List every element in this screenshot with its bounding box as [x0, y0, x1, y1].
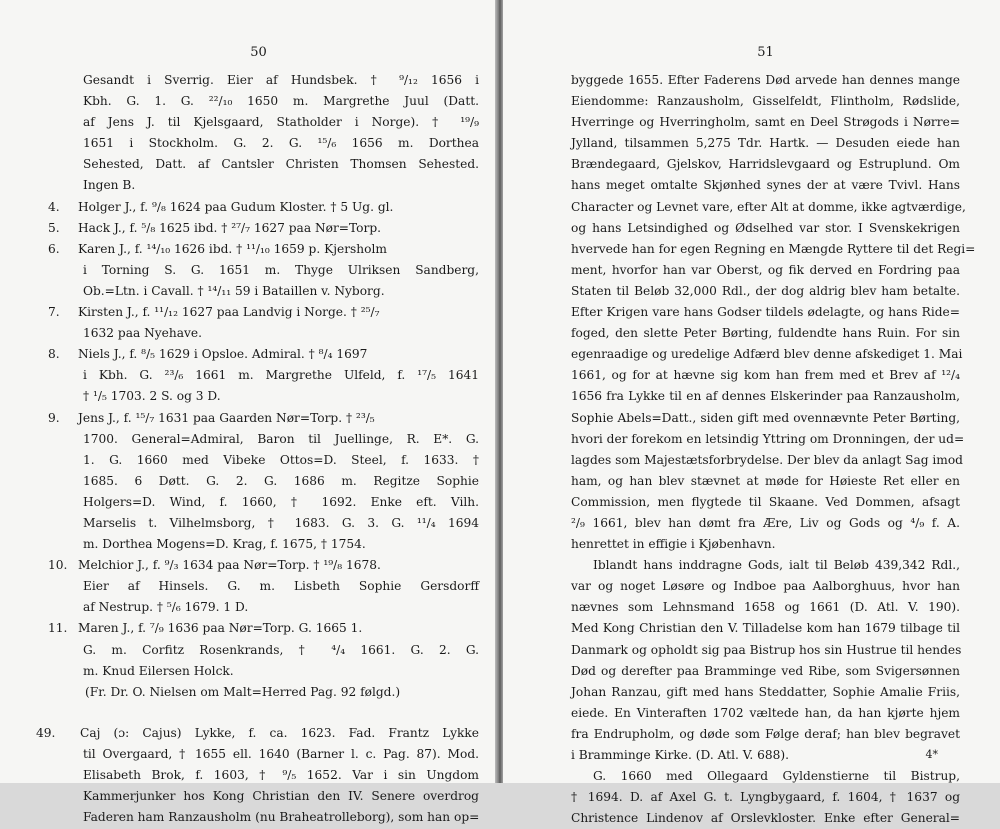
entry-line: Jens J., f. ¹⁵/₇ 1631 paa Gaarden Nør=Torp. † ²³/₅ [78, 410, 375, 425]
entry-line: Faderen ham Ranzausholm (nu Braheatrolleborg), som han op= [83, 810, 480, 825]
entry-line: Marselis t. Vilhelmsborg, † 1683. G. 3. G. ¹¹/₄ 1694 [83, 515, 479, 530]
text-line: Johan Ranzau, gift med hans Steddatter, Sophie Amalie Friis, [571, 684, 960, 699]
text-line: 1651 i Stockholm. G. 2. G. ¹⁵/₆ 1656 m. Dorthea [83, 136, 479, 151]
text-line: Sophie Abels=Datt., siden gift med ovennævnte Peter Børting, [571, 410, 960, 425]
text-line: Commission, men flygtede til Skaane. Ved Dommen, afsagt [571, 494, 960, 509]
text-line: lagdes som Majestætsforbrydelse. Der blev da anlagt Sag imod [571, 452, 963, 467]
entry-line: i Kbh. G. ²³/₆ 1661 m. Margrethe Ulfeld, f. ¹⁷/₅ 1641 [83, 368, 479, 383]
entry-line: Elisabeth Brok, f. 1603, † ⁹/₅ 1652. Var i sin Ungdom [83, 768, 479, 782]
text-line: Eiendomme: Ranzausholm, Gisselfeldt, Flintholm, Rødslide, [571, 94, 960, 109]
child-entry-4 [38, 197, 479, 218]
text-line: hvori der forekom en letsindig Yttring om Dronningen, der ud= [571, 431, 965, 446]
entry-line: Ob.=Ltn. i Cavall. † ¹⁴/₁₁ 59 i Bataillen v. Nyborg. [83, 283, 385, 298]
text-line: eiede. En Vinteraften 1702 væltede han, da han kjørte hjem [571, 705, 960, 720]
entry-line: til Overgaard, † 1655 ell. 1640 (Barner l. c. Pag. 87). Mod. [83, 746, 479, 761]
entry-line: Karen J., f. ¹⁴/₁₀ 1626 ibd. † ¹¹/₁₀ 1659 p. Kjersholm [78, 241, 387, 256]
entry-number: 7. [48, 305, 60, 320]
entry-line: † ¹/₅ 1703. 2 S. og 3 D. [83, 389, 221, 404]
child-entry-5 [38, 218, 479, 239]
entry-number: 9. [48, 410, 60, 425]
entry-line: af Nestrup. † ⁵/₆ 1679. 1 D. [83, 600, 249, 615]
text-line: foged, den slette Peter Børting, fuldendte hans Ruin. For sin [571, 326, 960, 341]
entry-number: 49. [36, 725, 56, 740]
text-line: 1656 fra Lykke til en af dennes Elskerinder paa Ranzausholm, [571, 389, 960, 404]
text-line: Staten til Beløb 32,000 Rdl., der dog aldrig blev ham betalte. [571, 283, 960, 298]
left-page [0, 0, 497, 825]
entry-line: m. Dorthea Mogens=D. Krag, f. 1675, † 1754. [83, 537, 366, 552]
text-line: G. 1660 med Ollegaard Gyldenstierne til Bistrup, [593, 769, 960, 784]
child-entry-10 [38, 555, 479, 618]
text-line: Iblandt hans inddragne Gods, ialt til Beløb 439,342 Rdl., [593, 558, 960, 573]
entry-line: Maren J., f. ⁷/₉ 1636 paa Nør=Torp. G. 1665 1. [78, 621, 363, 636]
entry-line: i Torning S. G. 1651 m. Thyge Ulriksen Sandberg, [83, 262, 479, 277]
entry-number: 8. [48, 347, 60, 362]
text-line: fra Endrupholm, og døde som Følge deraf; han blev begravet [571, 726, 960, 741]
child-entry-9 [38, 408, 479, 556]
text-line: Hverringe og Hverringholm, samt en Deel Strøgods i Nørre= [571, 115, 960, 130]
text-line: hvervede han for egen Regning en Mængde Ryttere til det Regi= [571, 241, 976, 256]
entry-line: 1632 paa Nyehave. [83, 326, 202, 341]
entry-number: 6. [48, 241, 60, 256]
entry-heading-line: Caj (ɔ: Cajus) Lykke, f. ca. 1623. Fad. Frantz Lykke [80, 725, 479, 740]
entry-line: Niels J., f. ⁸/₅ 1629 i Opsloe. Admiral. † ⁸/₄ 1697 [78, 347, 368, 362]
child-entry-7 [38, 302, 479, 344]
entry-line: G. m. Corfitz Rosenkrands, † ⁴/₄ 1661. G. 2. G. [83, 642, 479, 657]
signature-mark: 4* [925, 748, 938, 761]
text-line: Sehested, Datt. af Cantsler Christen Thomsen Sehested. [83, 157, 479, 172]
entry-line: 1700. General=Admiral, Baron til Juellinge, R. E*. G. [83, 431, 479, 446]
entry-line: Kirsten J., f. ¹¹/₁₂ 1627 paa Landvig i Norge. † ²⁵/₇ [78, 305, 380, 320]
paragraph-3 [571, 766, 960, 829]
child-entry-8 [38, 344, 479, 407]
entry-line: Eier af Hinsels. G. m. Lisbeth Sophie Gersdorff [83, 579, 479, 594]
text-line: byggede 1655. Efter Faderens Død arvede han dennes mange [571, 73, 960, 87]
intro-block [38, 70, 479, 197]
entry-line: m. Knud Eilersen Holck. [83, 663, 234, 678]
text-line: hans meget omtalte Skjønhed synes der at være Tvivl. Hans [571, 178, 960, 193]
entry-number: 11. [48, 621, 68, 636]
text-line: Efter Krigen vare hans Godser tildels ødelagte, og hans Ride= [571, 305, 960, 320]
entry-line: 1. G. 1660 med Vibeke Ottos=D. Steel, f. 1633. † [83, 452, 479, 467]
text-line: Character og Levnet vare, efter Alt at domme, ikke agtværdige, [571, 199, 966, 214]
text-line: egenraadige og uredelige Adfærd blev denne afskediget 1. Mai [571, 347, 963, 362]
text-line: henrettet in effigie i Kjøbenhavn. [571, 537, 776, 552]
source-note: (Fr. Dr. O. Nielsen om Malt=Herred Pag. 92 følgd.) [85, 684, 401, 699]
text-line: Kbh. G. 1. G. ²²/₁₀ 1650 m. Margrethe Juul (Datt. [83, 94, 479, 109]
text-line: Død og derefter paa Bramminge ved Ribe, som Svigersønnen [571, 663, 960, 678]
text-line: nævnes som Lehnsmand 1658 og 1661 (D. Atl. V. 190). [571, 600, 960, 615]
paragraph-2 [571, 555, 960, 766]
text-line: Gesandt i Sverrig. Eier af Hundsbek. † ⁹/₁₂ 1656 i [83, 73, 479, 87]
text-line: ham, og han blev stævnet at møde for Høieste Ret eller en [571, 473, 960, 488]
entry-line: Hack J., f. ⁵/₈ 1625 ibd. † ²⁷/₇ 1627 paa Nør=Torp. [78, 220, 382, 235]
entry-line: Holger J., f. ⁹/₈ 1624 paa Gudum Kloster. † 5 Ug. gl. [78, 199, 394, 214]
entry-line: Kammerjunker hos Kong Christian den IV. Senere overdrog [83, 789, 479, 804]
paragraph-1 [571, 70, 976, 555]
text-line: ²/₉ 1661, blev han dømt fra Ære, Liv og Gods og ⁴/₉ f. A. [571, 515, 960, 530]
text-line: Christence Lindenov af Orslevkloster. Enke efter General= [571, 811, 960, 826]
entry-number: 4. [48, 199, 60, 214]
text-line: og hans Letsindighed og Ødselhed var stor. I Svenskekrigen [571, 220, 960, 235]
text-line: † 1694. D. af Axel G. t. Lyngbygaard, f. 1604, † 1637 og [571, 790, 960, 805]
text-line: 1661, og for at hævne sig kom han frem med et Brev af ¹²/₄ [571, 368, 960, 383]
page-number-left: 50 [250, 45, 267, 60]
right-page-text [571, 70, 976, 829]
text-line: Brændegaard, Gjelskov, Harridslevgaard og Estruplund. Om [571, 157, 960, 172]
text-line: Jylland, tilsammen 5,275 Tdr. Hartk. — Desuden eiede han [571, 136, 960, 151]
entry-line: Holgers=D. Wind, f. 1660, † 1692. Enke eft. Vilh. [83, 494, 479, 509]
child-entry-6 [38, 239, 479, 302]
text-line: af Jens J. til Kjelsgaard, Statholder i Norge). † ¹⁹/₉ [83, 115, 479, 130]
left-page-text [38, 70, 479, 828]
text-line: Med Kong Christian den V. Tilladelse kom han 1679 tilbage til [571, 621, 960, 636]
entry-number: 10. [48, 558, 68, 573]
text-line: var og noget Løsøre og Indboe paa Aalborghuus, hvor han [571, 579, 960, 594]
entry-49 [38, 723, 479, 828]
page-number-right: 51 [757, 45, 774, 60]
text-line: Ingen B. [83, 178, 136, 193]
text-line: Danmark og opholdt sig paa Bistrup hos sin Hustrue til hendes [571, 642, 962, 657]
text-line: ment, hvorfor han var Oberst, og fik derved en Fordring paa [571, 262, 960, 277]
right-page [503, 0, 1000, 826]
entry-line: 1685. 6 Døtt. G. 2. G. 1686 m. Regitze Sophie [83, 473, 479, 488]
text-line: i Bramminge Kirke. (D. Atl. V. 688). [571, 748, 790, 762]
entry-number: 5. [48, 220, 60, 235]
entry-line: Melchior J., f. ⁹/₃ 1634 paa Nør=Torp. † ¹⁹/₈ 1678. [78, 558, 381, 573]
child-entry-11 [38, 618, 479, 702]
